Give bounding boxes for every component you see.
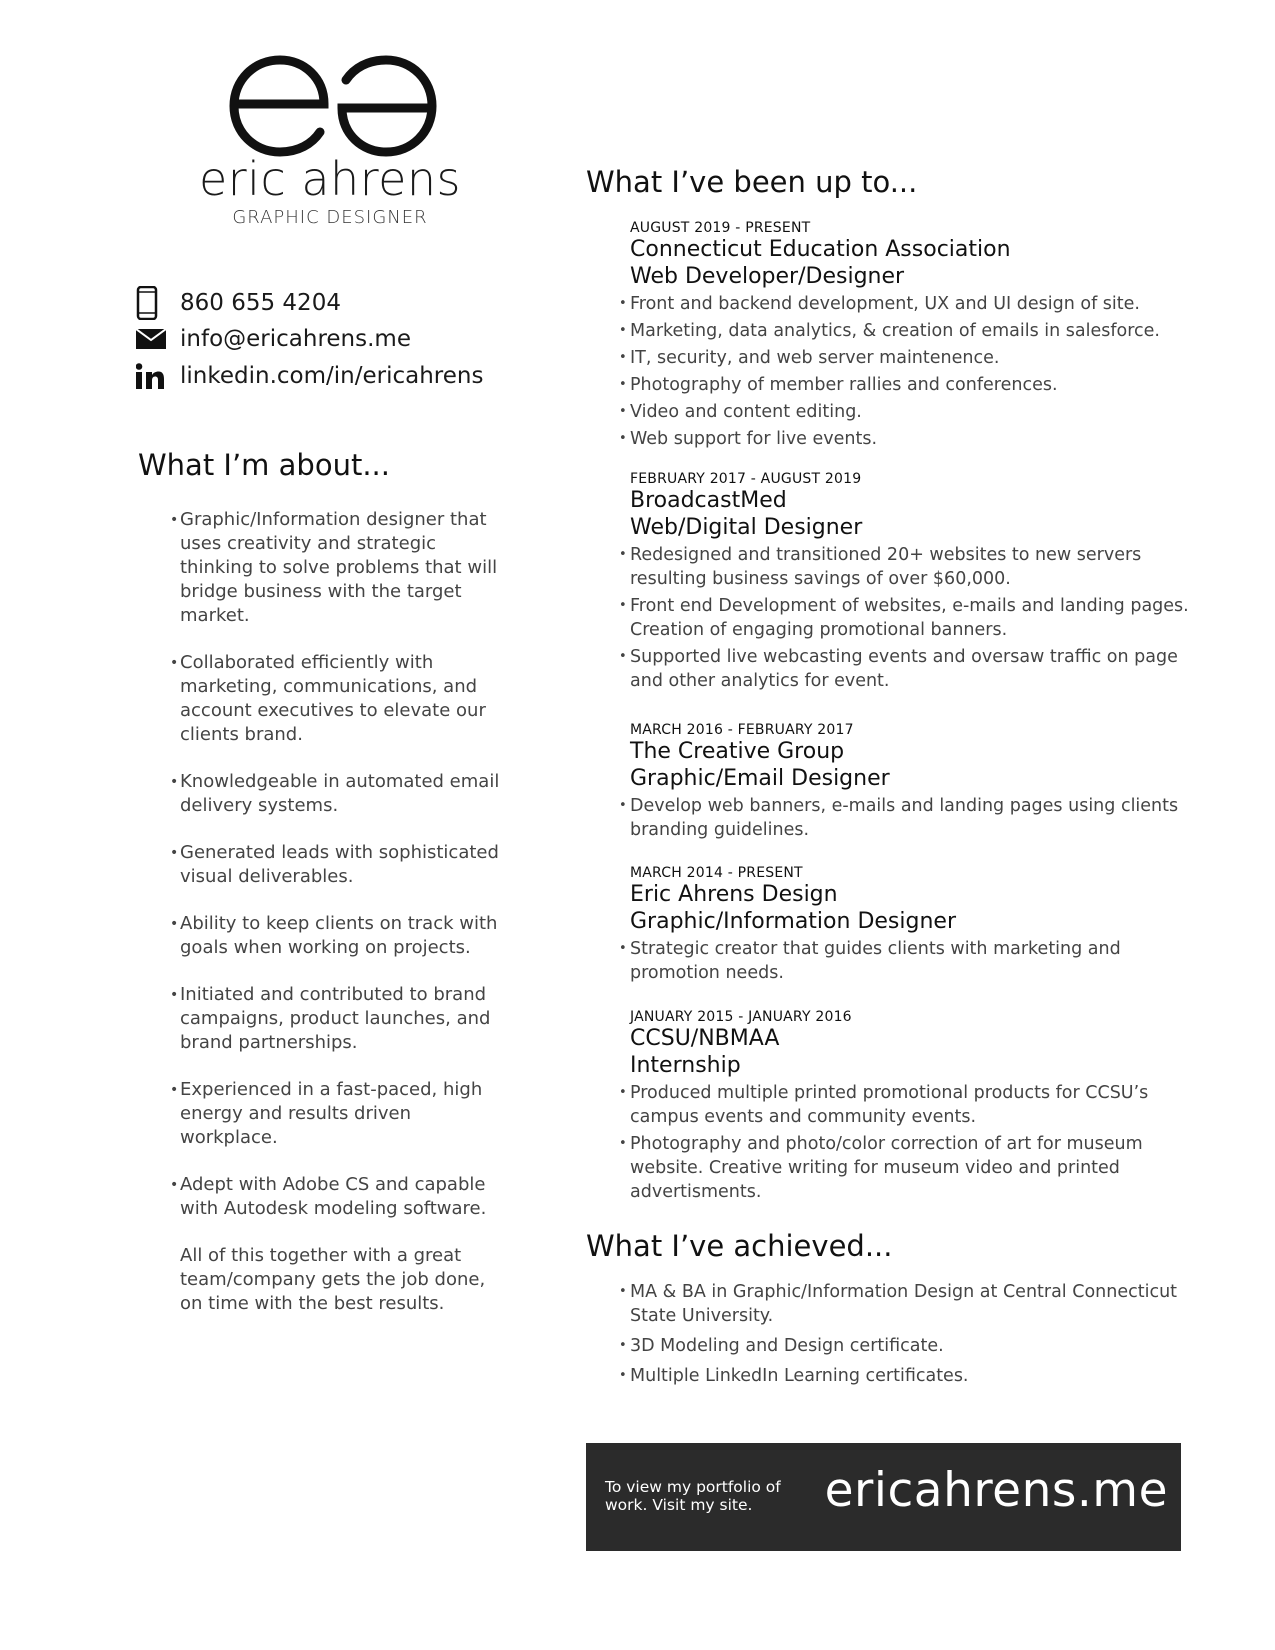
job-role: Web/Digital Designer <box>630 515 863 540</box>
list-item: • IT, security, and web server maintenence. <box>619 348 1000 368</box>
list-item: • Photography of member rallies and conferences. <box>619 375 1058 395</box>
list-item: • Web support for live events. <box>619 429 878 449</box>
job-company: The Creative Group <box>630 739 845 764</box>
list-item: • Marketing, data analytics, & creation of emails in salesforce. <box>619 321 1160 341</box>
list-item: • Supported live webcasting events and oversaw traffic on page and other analytics for event. <box>619 647 1178 691</box>
job-entry <box>619 471 1190 696</box>
portfolio-banner <box>586 1443 1181 1551</box>
portfolio-cta: To view my portfolio of work. Visit my site. <box>605 1478 781 1514</box>
job-company: BroadcastMed <box>630 488 787 513</box>
list-item: • Produced multiple printed promotional products for CCSU’s campus events and community events. <box>619 1083 1149 1127</box>
job-entry <box>619 1009 1190 1207</box>
list-item: • Photography and photo/color correction of art for museum website. Creative writing for museum video and printed advertisments. <box>619 1134 1143 1202</box>
job-date: FEBRUARY 2017 - AUGUST 2019 <box>630 471 862 487</box>
list-item: • Generated leads with sophisticated visual deliverables. <box>170 842 499 887</box>
job-role: Graphic/Email Designer <box>630 766 890 791</box>
job-company: Connecticut Education Association <box>630 237 1011 262</box>
job-date: AUGUST 2019 - PRESENT <box>630 220 811 236</box>
list-item: • Front end Development of websites, e-mails and landing pages. Creation of engaging promotional banners. <box>619 596 1189 640</box>
job-company: Eric Ahrens Design <box>630 882 838 907</box>
list-item: • MA & BA in Graphic/Information Design at Central Connecticut State University. <box>619 1282 1178 1326</box>
job-company: CCSU/NBMAA <box>630 1026 780 1051</box>
job-date: MARCH 2016 - FEBRUARY 2017 <box>630 722 854 738</box>
list-item: • Knowledgeable in automated email delivery systems. <box>170 771 500 816</box>
list-item: • Collaborated efficiently with marketing, communications, and account executives to elevate our clients brand. <box>170 652 486 745</box>
experience-heading: What I’ve been up to... <box>586 165 918 199</box>
job-entry <box>619 220 1190 454</box>
about-list <box>170 508 500 1316</box>
email-address[interactable]: info@ericahrens.me <box>180 326 411 352</box>
about-heading: What I’m about... <box>138 448 390 482</box>
list-item: • Experienced in a fast-paced, high energy and results driven workplace. <box>170 1079 483 1148</box>
list-item: • Adept with Adobe CS and capable with Autodesk modeling software. <box>170 1174 487 1219</box>
list-item: • Redesigned and transitioned 20+ websites to new servers resulting business savings of over $60,000. <box>619 545 1142 589</box>
list-item: • Multiple LinkedIn Learning certificates. <box>619 1366 969 1386</box>
contact-phone <box>136 286 341 320</box>
logo-mark <box>228 52 438 162</box>
achievements-heading: What I’ve achieved... <box>586 1229 893 1263</box>
logo-name: eric ahrens <box>198 152 462 206</box>
mail-icon <box>136 322 168 356</box>
portfolio-link[interactable]: ericahrens.me <box>824 1463 1168 1518</box>
achievements-list <box>619 1280 1179 1394</box>
job-entry <box>619 722 1190 845</box>
contact-linkedin <box>136 359 483 393</box>
job-date: JANUARY 2015 - JANUARY 2016 <box>630 1009 852 1025</box>
linkedin-url[interactable]: linkedin.com/in/ericahrens <box>180 363 484 389</box>
linkedin-icon <box>136 359 168 393</box>
phone-number: 860 655 4204 <box>180 290 341 316</box>
list-item: • Ability to keep clients on track with goals when working on projects. <box>170 913 498 958</box>
list-item: • Develop web banners, e-mails and landing pages using clients branding guidelines. <box>619 796 1179 840</box>
job-role: Web Developer/Designer <box>630 264 905 289</box>
about-closing: All of this together with a great team/company gets the job done, on time with the best results. <box>180 1245 486 1314</box>
contact-email <box>136 322 411 356</box>
list-item: • Front and backend development, UX and UI design of site. <box>619 294 1140 314</box>
job-title: GRAPHIC DESIGNER <box>232 207 428 228</box>
job-entry <box>619 865 1190 988</box>
list-item: • 3D Modeling and Design certificate. <box>619 1336 944 1356</box>
phone-icon <box>136 286 168 320</box>
list-item: • Strategic creator that guides clients with marketing and promotion needs. <box>619 939 1121 983</box>
job-role: Graphic/Information Designer <box>630 909 956 934</box>
list-item: • Graphic/Information designer that uses creativity and strategic thinking to solve problems that will bridge business with the target market. <box>170 509 498 626</box>
job-role: Internship <box>630 1053 741 1078</box>
list-item: • Video and content editing. <box>619 402 862 422</box>
job-date: MARCH 2014 - PRESENT <box>630 865 803 881</box>
list-item: • Initiated and contributed to brand campaigns, product launches, and brand partnerships. <box>170 984 491 1053</box>
